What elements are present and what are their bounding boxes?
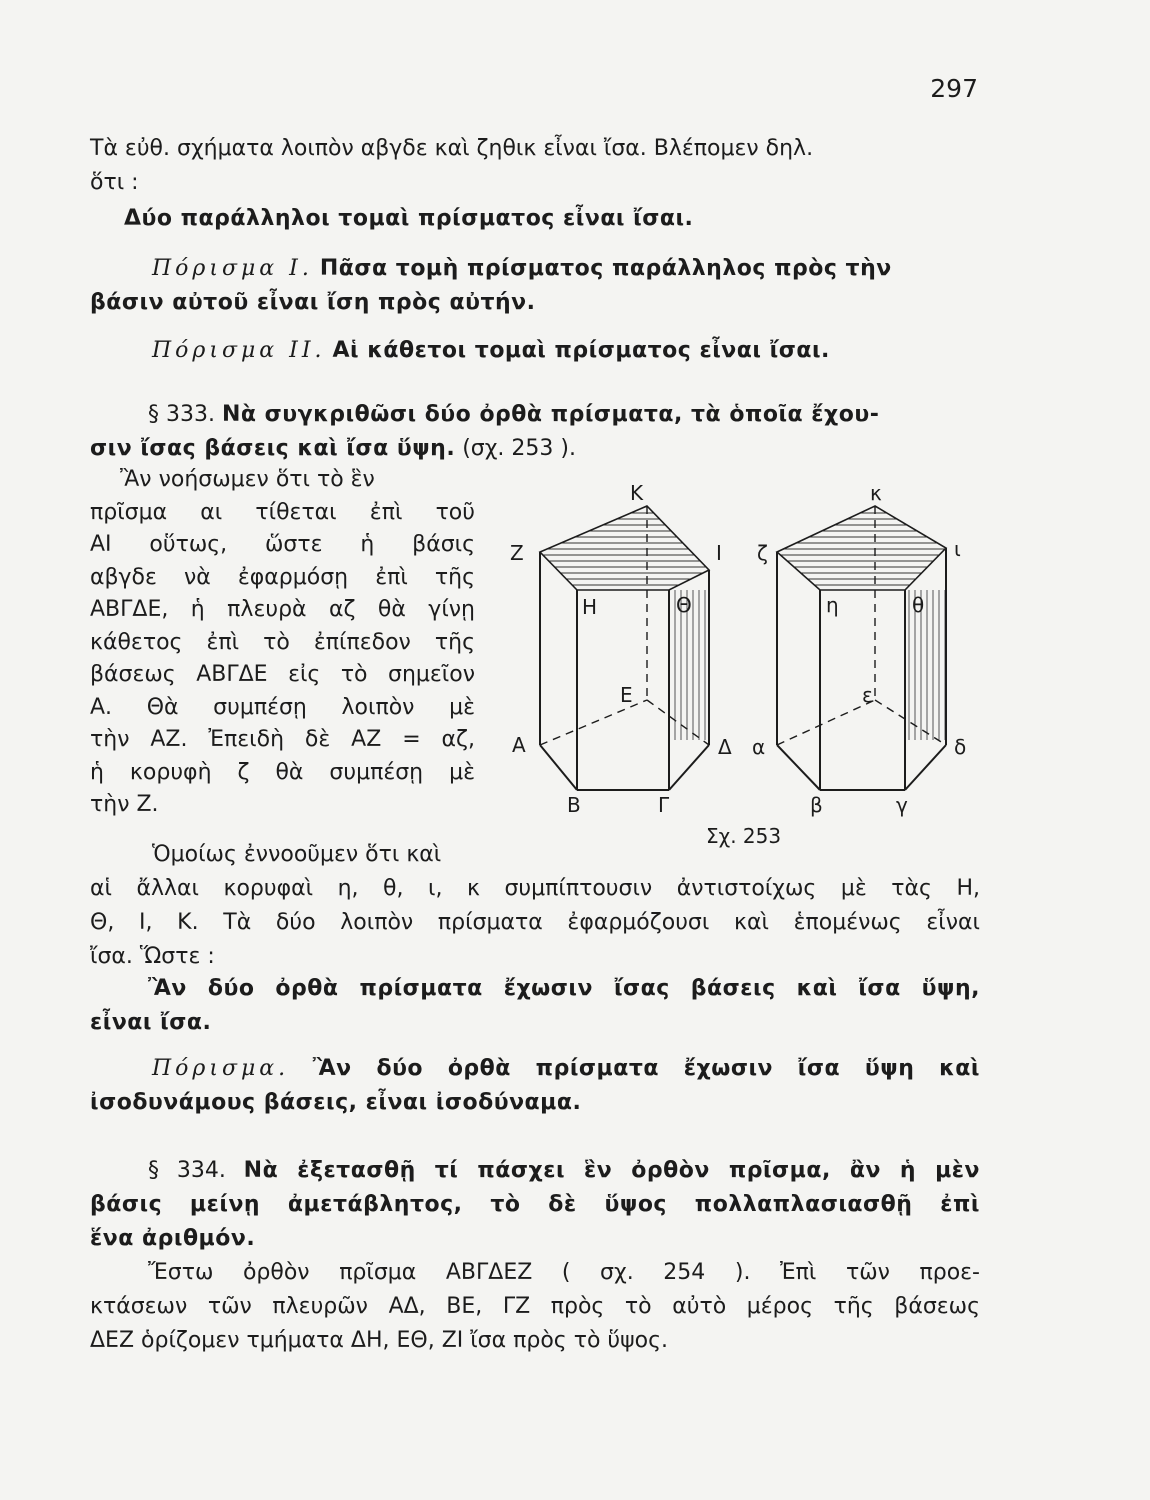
page-number: 297 — [930, 74, 978, 103]
vertex-label: ζ — [757, 541, 768, 565]
porisma-1 — [90, 252, 980, 320]
vertex-label: θ — [912, 593, 925, 617]
section-334-number: § 334. — [148, 1158, 226, 1183]
proof-line: αβγδε νὰ ἐφαρμόσῃ ἐπὶ τῆς — [90, 564, 475, 590]
proof-334 — [90, 1256, 980, 1358]
proof-line: τὴν Ζ. — [90, 792, 159, 817]
vertex-label: κ — [870, 481, 882, 505]
vertex-label: γ — [896, 793, 908, 817]
vertex-label: Κ — [630, 481, 644, 505]
section-333-line-2: σιν ἴσας βάσεις καὶ ἴσα ὕψη. — [90, 436, 456, 461]
intro-paragraph — [90, 132, 980, 200]
porisma-1-line-2: βάσιν αὐτοῦ εἶναι ἴση πρὸς αὐτήν. — [90, 290, 536, 315]
proof-line: βάσεως ΑΒΓΔΕ εἰς τὸ σημεῖον — [90, 662, 475, 687]
proof-line: ΑΒΓΔΕ, ἡ πλευρὰ αζ θὰ γίνῃ — [90, 597, 475, 622]
porisma-3-label: Πόρισμα. — [152, 1056, 290, 1081]
section-334-line-2: βάσις μείνῃ ἀμετάβλητος, τὸ δὲ ὕψος πολλαπλασιασθῇ ἐπὶ — [90, 1192, 980, 1217]
proof-cont-line: Θ, Ι, Κ. Τὰ δύο λοιπὸν πρίσματα ἐφαρμόζουσι καὶ ἑπομένως εἶναι — [90, 910, 980, 935]
proof-line: Α. Θὰ συμπέσῃ λοιπὸν μὲ — [90, 694, 475, 720]
proof-line: ἡ κορυφὴ ζ θὰ συμπέσῃ μὲ — [90, 759, 475, 785]
intro-line-2: ὅτι : — [90, 170, 139, 195]
porisma-2 — [90, 334, 980, 368]
proof-333-narrow — [90, 464, 475, 822]
proof-334-line: κτάσεων τῶν πλευρῶν ΑΔ, ΒΕ, ΓΖ πρὸς τὸ αὐτὸ μέρος τῆς βάσεως — [90, 1294, 980, 1319]
proof-line: τὴν ΑΖ. Ἐπειδὴ δὲ ΑΖ = αζ, — [90, 727, 475, 752]
porisma-2-text: Αἱ κάθετοι τομαὶ πρίσματος εἶναι ἴσαι. — [332, 338, 830, 363]
vertex-label: Α — [512, 733, 526, 757]
proof-line: Ἂν νοήσωμεν ὅτι τὸ ἓν — [120, 467, 375, 492]
section-333-number: § 333. — [148, 402, 215, 427]
vertex-label: ε — [862, 683, 873, 707]
proof-334-line: Ἔστω ὀρθὸν πρῖσμα ΑΒΓΔΕΖ ( σχ. 254 ). Ἐπὶ τῶν προε- — [148, 1260, 980, 1285]
porisma-3-line-1: Ἂν δύο ὀρθὰ πρίσματα ἔχωσιν ἴσα ὕψη καὶ — [312, 1056, 980, 1081]
proof-line: πρῖσμα αι τίθεται ἐπὶ τοῦ — [90, 499, 475, 525]
vertex-label: δ — [954, 735, 967, 759]
left-prism — [540, 506, 709, 790]
porisma-1-label: Πόρισμα I. — [152, 256, 313, 281]
vertex-label: β — [810, 793, 823, 817]
vertex-label: Δ — [718, 735, 732, 759]
vertex-label: Ι — [716, 541, 722, 565]
porisma-3-line-2: ἰσοδυνάμους βάσεις, εἶναι ἰσοδύναμα. — [90, 1090, 582, 1115]
intro-line-1: Τὰ εὐθ. σχήματα λοιπὸν αβγδε καὶ ζηθικ εἶναι ἴσα. Βλέπομεν δηλ. — [90, 136, 814, 161]
vertex-label: Γ — [658, 793, 670, 817]
figure-253 — [500, 478, 990, 858]
porisma-3 — [90, 1052, 980, 1120]
section-333-line-1: Νὰ συγκριθῶσι δύο ὀρθὰ πρίσματα, τὰ ὁποῖα ἔχου- — [221, 402, 880, 427]
section-334-line-1: Νὰ ἐξετασθῇ τί πάσχει ἓν ὀρθὸν πρῖσμα, ἂν ἡ μὲν — [243, 1158, 981, 1183]
porisma-2-label: Πόρισμα II. — [152, 338, 326, 363]
proof-line: κάθετος ἐπὶ τὸ ἐπίπεδον τῆς — [90, 629, 475, 655]
section-334-heading — [90, 1154, 980, 1256]
vertex-label: α — [752, 735, 766, 759]
vertex-label: ι — [954, 537, 961, 561]
vertex-label: η — [826, 593, 839, 617]
proof-cont-line: Ὁμοίως ἐννοοῦμεν ὅτι καὶ — [152, 842, 442, 867]
right-prism — [777, 506, 946, 790]
proof-line: ΑΙ οὕτως, ὥστε ἡ βάσις — [90, 532, 475, 557]
proof-334-line: ΔΕΖ ὁρίζομεν τμήματα ΔΗ, ΕΘ, ΖΙ ἴσα πρὸς τὸ ὕψος. — [90, 1328, 669, 1353]
section-334-line-3: ἕνα ἀριθμόν. — [90, 1226, 256, 1251]
section-333-heading — [90, 398, 980, 466]
theorem-333-line-2: εἶναι ἴσα. — [90, 1010, 212, 1035]
figure-caption: Σχ. 253 — [706, 824, 782, 848]
theorem-333-line-1: Ἂν δύο ὀρθὰ πρίσματα ἔχωσιν ἴσας βάσεις καὶ ἴσα ὕψη, — [148, 976, 980, 1001]
vertex-label: Β — [567, 793, 581, 817]
proof-cont-line: ἴσα. Ὥστε : — [90, 944, 215, 969]
vertex-label: Θ — [676, 593, 692, 617]
vertex-label: Ε — [620, 683, 633, 707]
theorem-333 — [90, 972, 980, 1040]
porisma-1-line-1: Πᾶσα τομὴ πρίσματος παράλληλος πρὸς τὴν — [319, 256, 892, 281]
vertex-label: Ζ — [510, 541, 524, 565]
proof-cont-line: αἱ ἄλλαι κορυφαὶ η, θ, ι, κ συμπίπτουσιν ἀντιστοίχως μὲ τὰς Η, — [90, 876, 980, 901]
section-333-ref: (σχ. 253 ). — [462, 436, 576, 461]
vertex-label: Η — [582, 595, 598, 619]
theorem-1: Δύο παράλληλοι τομαὶ πρίσματος εἶναι ἴσαι. — [124, 206, 694, 231]
proof-333-continued — [90, 838, 980, 974]
